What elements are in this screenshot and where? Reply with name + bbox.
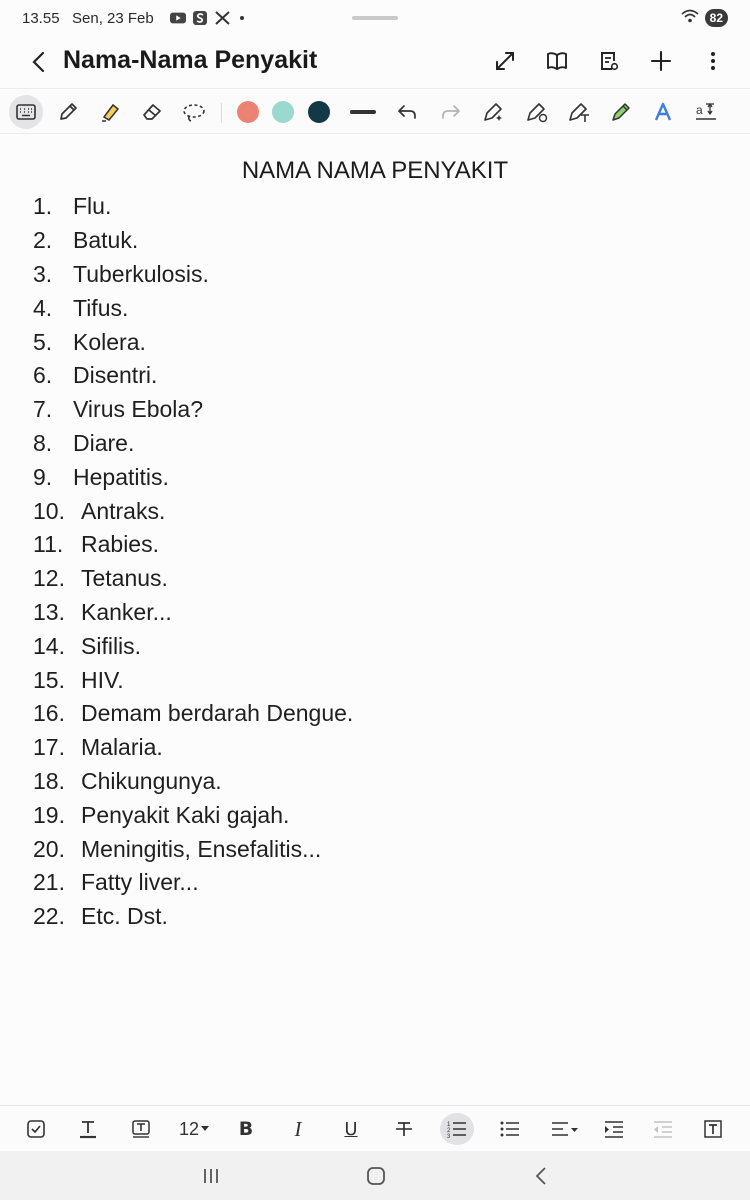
list-item: 14. Sifilis. <box>33 632 142 659</box>
lasso-tool[interactable] <box>177 95 211 129</box>
color-swatch-1[interactable] <box>231 95 265 129</box>
text-box-button[interactable] <box>696 1113 730 1145</box>
numbered-list <box>33 190 353 934</box>
outdent-button[interactable] <box>646 1113 680 1145</box>
x-icon <box>214 10 230 26</box>
list-item: 20. Meningitis, Ensefalitis... <box>33 835 322 862</box>
eraser-tool[interactable] <box>135 95 169 129</box>
list-item: 19. Penyakit Kaki gajah. <box>33 801 290 828</box>
indent-button[interactable] <box>597 1113 631 1145</box>
bullet-list-icon <box>500 1120 520 1138</box>
home-icon <box>366 1166 386 1186</box>
redo-button[interactable] <box>434 95 468 129</box>
font-size-value: 12 <box>178 1118 200 1139</box>
toolbar-divider <box>221 103 222 123</box>
colored-pen-icon <box>609 101 633 123</box>
system-navigation-bar <box>0 1151 750 1200</box>
text-highlight-button[interactable] <box>124 1113 158 1145</box>
drawing-toolbar <box>0 88 750 134</box>
more-vertical-icon <box>710 51 716 71</box>
list-item: 16. Demam berdarah Dengue. <box>33 700 354 727</box>
color-swatch-3[interactable] <box>302 95 336 129</box>
book-icon <box>546 51 568 71</box>
list-item: 7. Virus Ebola? <box>33 396 203 423</box>
text-color-icon <box>78 1119 98 1139</box>
line-thickness-icon <box>350 109 376 115</box>
status-date: Sen, 23 Feb <box>72 10 154 27</box>
page-title: Nama-Nama Penyakit <box>63 46 318 74</box>
fullscreen-button[interactable] <box>490 46 520 76</box>
checklist-button[interactable] <box>19 1113 53 1145</box>
pen-icon <box>57 101 79 123</box>
highlighter-tool[interactable] <box>93 95 127 129</box>
youtube-icon <box>170 10 186 26</box>
pen-tool[interactable] <box>51 95 85 129</box>
add-button[interactable] <box>646 46 676 76</box>
text-resize-icon <box>695 101 717 123</box>
title-bar <box>0 36 750 88</box>
s-app-icon <box>192 10 208 26</box>
redo-icon <box>441 103 461 121</box>
text-background-icon <box>131 1119 151 1139</box>
reading-mode-button[interactable] <box>542 46 572 76</box>
indent-icon <box>604 1120 624 1138</box>
list-item: 2. Batuk. <box>33 227 139 254</box>
more-notifications-dot <box>240 16 244 20</box>
status-bar <box>0 0 750 36</box>
eraser-icon <box>141 101 163 123</box>
expand-icon <box>494 50 516 72</box>
shape-tool[interactable] <box>520 95 554 129</box>
drag-handle[interactable] <box>352 16 398 20</box>
svg-text:3: 3 <box>447 1134 451 1138</box>
keyboard-icon <box>16 104 36 120</box>
text-pen-tool[interactable] <box>562 95 596 129</box>
color-pen-tool[interactable] <box>604 95 638 129</box>
strikethrough-icon <box>394 1119 414 1139</box>
numbered-list-icon <box>447 1120 467 1138</box>
color-dot <box>237 101 259 123</box>
styled-text-icon <box>652 101 674 123</box>
battery-icon: 82 <box>705 9 728 27</box>
caret-down-icon <box>201 1126 209 1132</box>
note-page[interactable] <box>0 135 750 1105</box>
list-item: 22. Etc. Dst. <box>33 903 168 930</box>
svg-text:1: 1 <box>447 1122 451 1128</box>
chevron-left-icon <box>31 51 45 73</box>
list-item: 5. Kolera. <box>33 328 146 355</box>
list-item: 17. Malaria. <box>33 734 163 761</box>
pen-recognition-button[interactable] <box>477 95 511 129</box>
list-item: 11. Rabies. <box>33 531 159 558</box>
text-style-tool[interactable] <box>646 95 680 129</box>
list-item: 4. Tifus. <box>33 294 129 321</box>
plus-icon <box>650 50 672 72</box>
text-box-icon <box>703 1119 723 1139</box>
list-item: 9. Hepatitis. <box>33 463 169 490</box>
align-left-icon <box>551 1120 579 1138</box>
recent-apps-icon <box>202 1168 220 1184</box>
notification-icons <box>170 10 244 26</box>
font-color-button[interactable] <box>71 1113 105 1145</box>
recent-apps-button[interactable] <box>196 1163 226 1189</box>
keyboard-mode-button[interactable] <box>9 95 43 129</box>
svg-text:2: 2 <box>447 1128 451 1134</box>
document-heading: NAMA NAMA PENYAKIT <box>241 157 509 184</box>
outdent-icon <box>653 1120 673 1138</box>
document-settings-icon <box>598 50 620 72</box>
more-options-button[interactable] <box>698 46 728 76</box>
list-item: 12. Tetanus. <box>33 565 168 592</box>
color-dot <box>308 101 330 123</box>
list-item: 10. Antraks. <box>33 497 166 524</box>
back-button[interactable] <box>24 48 52 76</box>
checkbox-icon <box>27 1120 45 1138</box>
stroke-width-button[interactable] <box>346 95 380 129</box>
svg-text:a: a <box>696 103 703 117</box>
strikethrough-button[interactable] <box>387 1113 421 1145</box>
bullet-list-button[interactable] <box>493 1113 527 1145</box>
list-item: 8. Diare. <box>33 429 135 456</box>
highlighter-icon <box>99 101 121 123</box>
text-format-toolbar <box>0 1105 750 1151</box>
bold-button[interactable]: B <box>238 1118 254 1140</box>
home-button[interactable] <box>361 1163 391 1189</box>
magic-pen-icon <box>482 101 506 123</box>
list-item: 6. Disentri. <box>33 362 158 389</box>
wifi-icon <box>681 9 699 27</box>
color-swatch-2[interactable] <box>266 95 300 129</box>
list-item: 13. Kanker... <box>33 598 172 625</box>
system-back-button[interactable] <box>526 1163 556 1189</box>
font-size-dropdown[interactable] <box>174 1113 214 1145</box>
list-item: 18. Chikungunya. <box>33 767 222 794</box>
text-size-tool[interactable] <box>689 95 723 129</box>
numbered-list-button[interactable] <box>440 1113 474 1145</box>
color-dot <box>272 101 294 123</box>
back-arrow-icon <box>535 1167 547 1185</box>
text-pen-icon <box>567 101 591 123</box>
page-settings-button[interactable] <box>594 46 624 76</box>
list-item: 1. Flu. <box>33 193 112 220</box>
alignment-dropdown[interactable] <box>545 1113 585 1145</box>
shape-pen-icon <box>525 101 549 123</box>
list-item: 3. Tuberkulosis. <box>33 260 209 287</box>
list-item: 21. Fatty liver... <box>33 869 199 896</box>
lasso-icon <box>182 102 206 122</box>
list-item: 15. HIV. <box>33 666 124 693</box>
undo-button[interactable] <box>390 95 424 129</box>
status-time: 13.55 <box>22 10 60 27</box>
underline-button[interactable]: U <box>344 1118 358 1140</box>
italic-button[interactable]: I <box>294 1116 302 1141</box>
undo-icon <box>397 103 417 121</box>
